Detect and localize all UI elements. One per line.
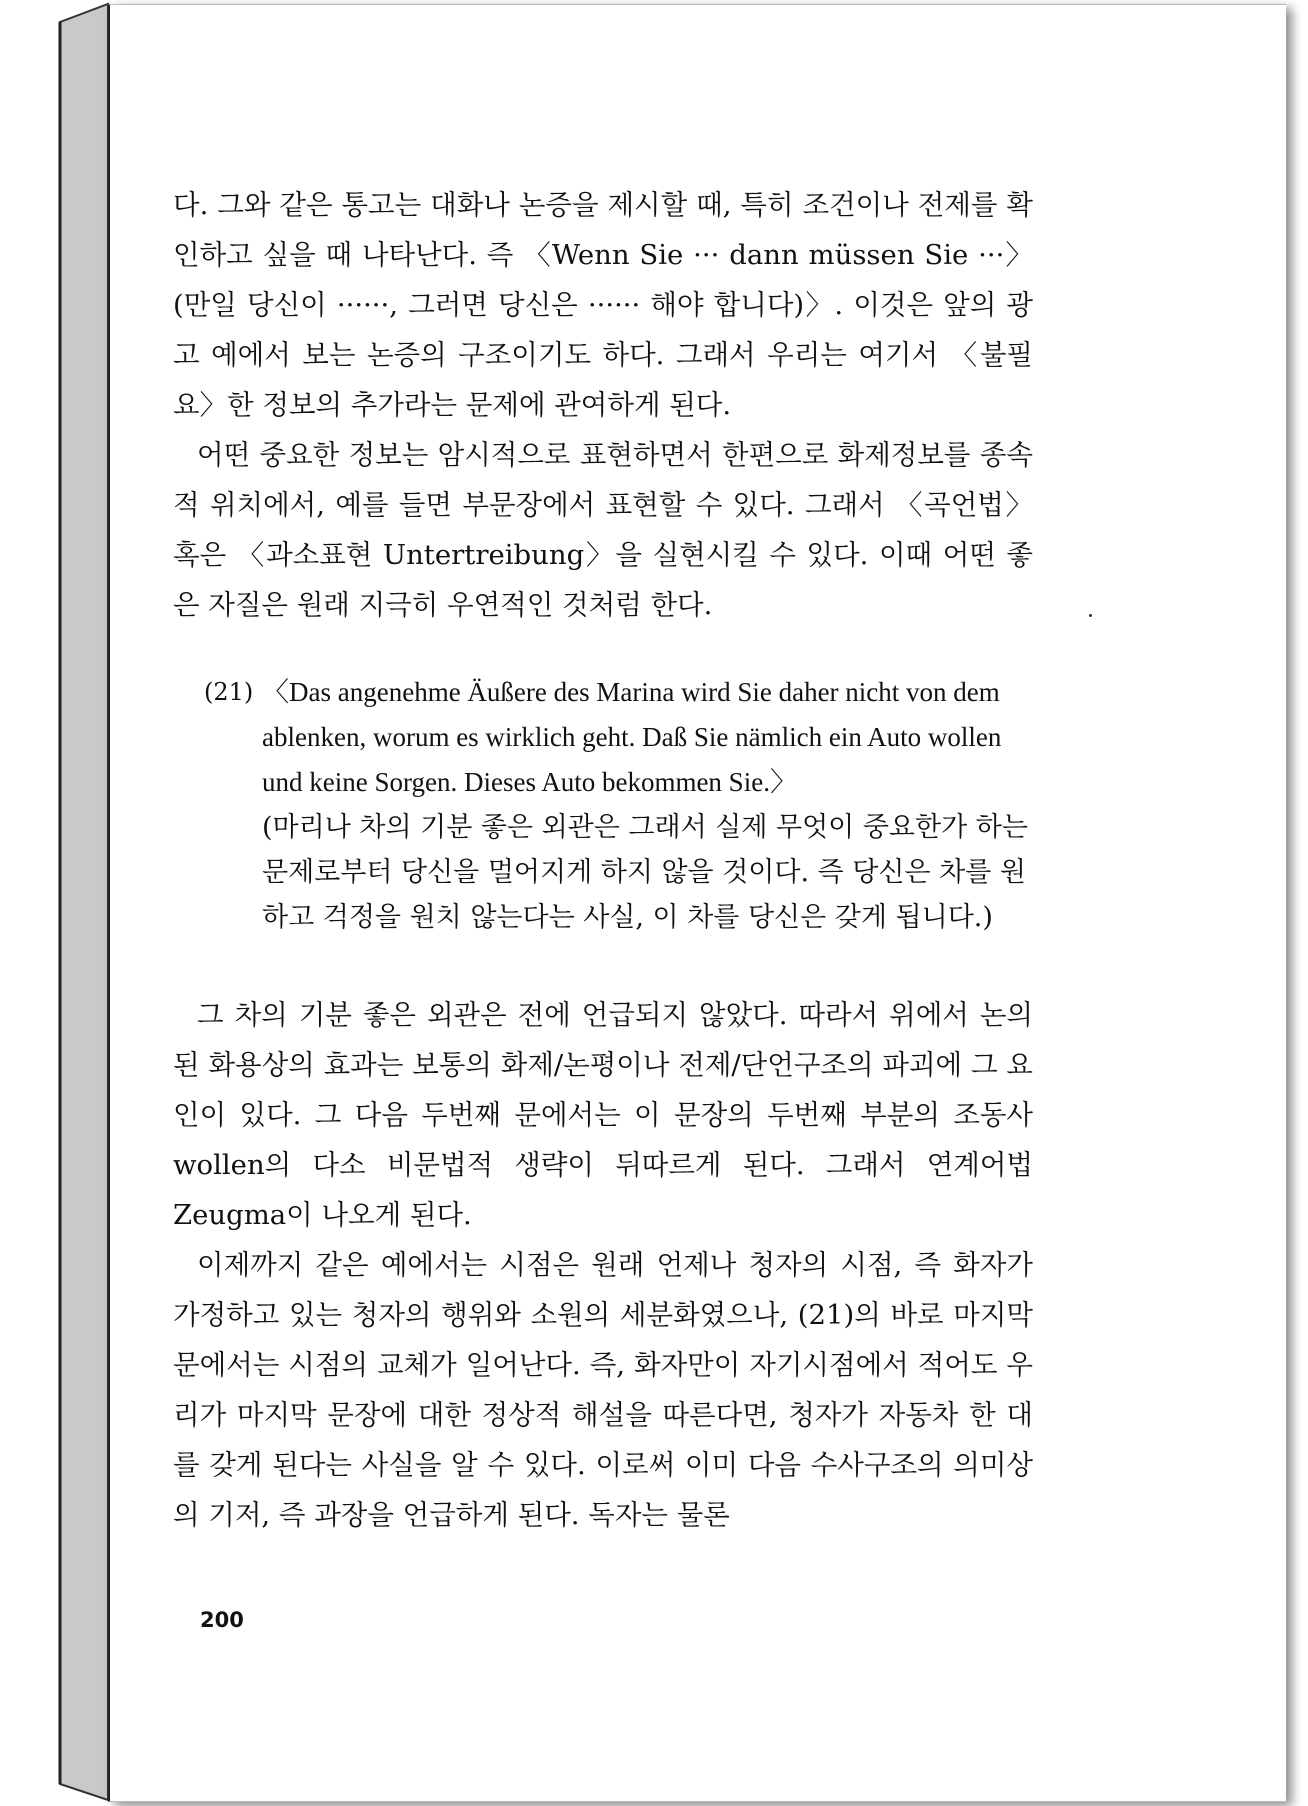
top-paragraphs	[173, 180, 1033, 630]
paragraph: 그 차의 기분 좋은 외관은 전에 언급되지 않았다. 따라서 위에서 논의된 화용상의 효과는 보통의 화제/논평이나 전제/단언구조의 파괴에 그 요인이 있다. 그 다음 두번째 문에서는 이 문장의 두번째 부분의 조동사 wollen의 다소 비문법적 생략이 뒤따르게 된다. 그래서 연계어법 Zeugma이 나오게 된다.	[173, 999, 1033, 1231]
stray-mark	[1089, 614, 1092, 617]
paragraph: 이제까지 같은 예에서는 시점은 원래 언제나 청자의 시점, 즉 화자가 가정하고 있는 청자의 행위와 소원의 세분화였으나, (21)의 바로 마지막 문에서는 시점의 교체가 일어난다. 즉, 화자만이 자기시점에서 적어도 우리가 마지막 문장에 대한 정상적 해설을 따른다면, 청자가 자동차 한 대를 갖게 된다는 사실을 알 수 있다. 이로써 이미 다음 수사구조의 의미상의 기저, 즉 과장을 언급하게 된다. 독자는 물론	[173, 1249, 1033, 1531]
page-number: 200	[200, 1608, 244, 1632]
example-number: (21)	[204, 678, 254, 706]
example-german-text: 〈Das angenehme Äußere des Marina wird Sie daher nicht von dem ablenken, worum es wirklich geht. Daß Sie nämlich ein Auto wollen und keine Sorgen. Dieses Auto bekommen Sie.〉	[262, 677, 1002, 797]
example-korean-translation: (마리나 차의 기분 좋은 외관은 그래서 실제 무엇이 중요한가 하는 문제로부터 당신을 멀어지게 하지 않을 것이다. 즉 당신은 차를 원하고 걱정을 원치 않는다는 사실, 이 차를 당신은 갖게 됩니다.)	[262, 812, 1028, 933]
paragraph: 다. 그와 같은 통고는 대화나 논증을 제시할 때, 특히 조건이나 전제를 확인하고 싶을 때 나타난다. 즉 〈Wenn Sie ··· dann müssen Sie ···〉(만일 당신이 ······, 그러면 당신은 ······ 해야 합니다)〉. 이것은 앞의 광고 예에서 보는 논증의 구조이기도 하다. 그래서 우리는 여기서 〈불필요〉한 정보의 추가라는 문제에 관여하게 된다.	[173, 189, 1033, 421]
bottom-paragraphs	[173, 990, 1033, 1540]
example-21	[204, 670, 1034, 940]
paragraph: 어떤 중요한 정보는 암시적으로 표현하면서 한편으로 화제정보를 종속적 위치에서, 예를 들면 부문장에서 표현할 수 있다. 그래서 〈곡언법〉 혹은 〈과소표현 Untertreibung〉을 실현시킬 수 있다. 이때 어떤 좋은 자질은 원래 지극히 우연적인 것처럼 한다.	[173, 439, 1033, 621]
